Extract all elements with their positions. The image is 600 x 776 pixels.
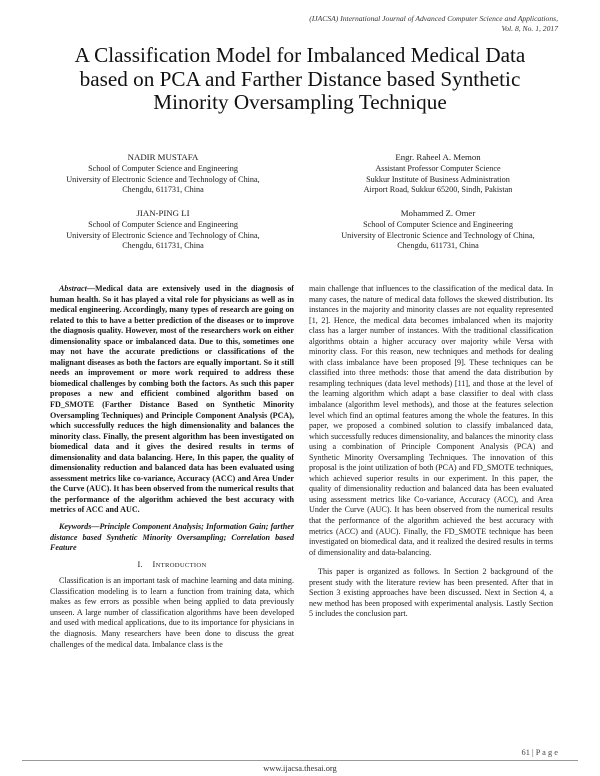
author-affiliation: Airport Road, Sukkur 65200, Sindh, Pakistan <box>363 185 513 195</box>
author-block-1 <box>28 152 298 196</box>
author-affiliation: Sukkur Institute of Business Administration <box>366 174 510 184</box>
author-name: NADIR MUSTAFA <box>127 152 199 162</box>
intro-paragraph-1: Classification is an important task of machine learning and data mining. Classification modeling is to learn a function from training data, which makes as few errors as possible when being applied to data previously unseen. A large number of classification algorithms have been developed and used with medical applications, due to its importance for physicians in the diagnosis. Many researchers have been done to discuss the great challenges of the medical data. Imbalance class is the <box>50 576 294 649</box>
intro-paragraph-3: This paper is organized as follows. In Section 2 background of the present study with the literature review has been presented. After that in Section 3 existing approaches have been discussed. Next in Section 4, a new method has been proposed with experimental analysis. Lastly Section 5 includes the conclusion part. <box>309 567 553 619</box>
journal-name: (IJACSA) International Journal of Advanced Computer Science and Applications, <box>309 14 558 23</box>
author-affiliation: Chengdu, 611731, China <box>122 185 204 195</box>
title-line-3: Minority Oversampling Technique <box>153 90 447 114</box>
section-title-initial: I <box>152 559 156 569</box>
footer-divider <box>22 760 578 761</box>
author-affiliation: University of Electronic Science and Technology of China, <box>66 230 260 240</box>
keywords: Keywords—Principle Component Analysis; Information Gain; farther distance based Synthetic Minority Oversampling; Correlation based Feature <box>50 522 294 553</box>
abstract-text: Medical data are extensively used in the diagnosis of human health. So it has played a vital role for physicians as well as in medical engineering. Accordingly, many types of research are going on related to this to have a better prediction of the diseases or to improve the diagnosis quality. However, most of the researchers work on either dimensionality space or imbalanced data. Due to this, sometimes one may not have the accurate predictions or classifications of the malignant diseases as both the factors are equally important. So it still needs an improvement or more work required to address these biomedical challenges by combing both the factors. As such this paper proposes a new and efficient combined algorithm based on FD_SMOTE (Farther Distance Based on Synthetic Minority Oversampling Techniques) and Principle Component Analysis (PCA), which successfully reduces the high dimensionality and balances the minority class. Finally, the present algorithm has been investigated on biomedical data and it gives the desired results in terms of dimensionality and data balancing. Here, In this paper, the quality of dimensionality reduction and balanced data has been evaluated using assessment metrics like co-variance, Accuracy (ACC) and Area Under the Curve (AUC). It has been observed from the numerical results that the performance of the algorithm achieved the best accuracy with metrics of ACC and AUC. <box>50 284 294 515</box>
title-line-2: based on PCA and Farther Distance based Synthetic <box>79 66 521 91</box>
abstract <box>50 284 294 516</box>
abstract-label: Abstract— <box>59 284 95 293</box>
paper-title <box>20 44 580 115</box>
title-line-1: A Classification Model for Imbalanced Medical Data <box>74 43 526 67</box>
intro-paragraph-2: main challenge that influences to the classification of the medical data. In many cases, the nature of medical data follows the skewed distribution. Its instances in the majority and minority classes are not equality represented [1, 2]. Hence, the medical data becomes imbalanced when its majority class has a larger number of instances. With the traditional classification algorithms obtain a higher accuracy over majority while Versa with minority class. For this reason, new techniques and methods for dealing with class imbalance have been proposed [9]. These techniques can be classified into three methods: those that amend the data distribution by resampling techniques (data level methods) [11], and those at the level of the learning algorithm which adapt a base classifier to deal with class imbalance (algorithm level methods), and those at the features selection level which find an optimal features among the whole the features. In this paper, we proposed a combined solution to classify imbalanced data, which successfully reduces dimensionality, and balances the minority class using a combination of Principle Component Analysis (PCA) and Synthetic Minority Oversampling Techniques. The innovation of this proposal is the joint utilization of both (PCA) and FD_SMOTE techniques, which achieved superior results in our experiment. In this paper, the quality of dimensionality reduction and balanced data has been evaluated using assessment metrics like Co-variance, Accuracy (ACC), and Area Under the Curve (AUC). It has been observed from the numerical results that the performance of the algorithm achieved the best accuracy with metrics (ACC) and (AUC). Finally, the FD_SMOTE technique has been investigated on biomedical data, and it realized the desired results in terms of dimensionality and data-balancing. <box>309 284 553 557</box>
author-block-2 <box>303 152 573 196</box>
author-affiliation: University of Electronic Science and Technology of China, <box>66 174 260 184</box>
footer-url: www.ijacsa.thesai.org <box>263 764 337 773</box>
left-column <box>50 284 294 650</box>
author-affiliation: Chengdu, 611731, China <box>397 241 479 251</box>
author-affiliation: School of Computer Science and Engineering <box>88 220 238 230</box>
author-name: JIAN-PING LI <box>136 208 190 218</box>
journal-volume: Vol. 8, No. 1, 2017 <box>501 24 558 33</box>
author-name: Engr. Raheel A. Memon <box>395 152 481 162</box>
section-number: I. <box>137 559 143 569</box>
section-title-rest: NTRODUCTION <box>155 561 207 569</box>
author-block-4 <box>303 208 573 252</box>
right-column <box>309 284 553 620</box>
author-affiliation: Chengdu, 611731, China <box>122 241 204 251</box>
section-heading-introduction <box>50 560 294 572</box>
author-block-3 <box>28 208 298 252</box>
author-name: Mohammed Z. Omer <box>400 208 476 218</box>
journal-header <box>309 14 558 34</box>
author-affiliation: School of Computer Science and Engineering <box>88 164 238 174</box>
author-affiliation: School of Computer Science and Engineering <box>363 220 513 230</box>
author-affiliation: University of Electronic Science and Technology of China, <box>341 230 535 240</box>
author-affiliation: Assistant Professor Computer Science <box>375 164 501 174</box>
page-number: 61 | P a g e <box>521 748 558 757</box>
